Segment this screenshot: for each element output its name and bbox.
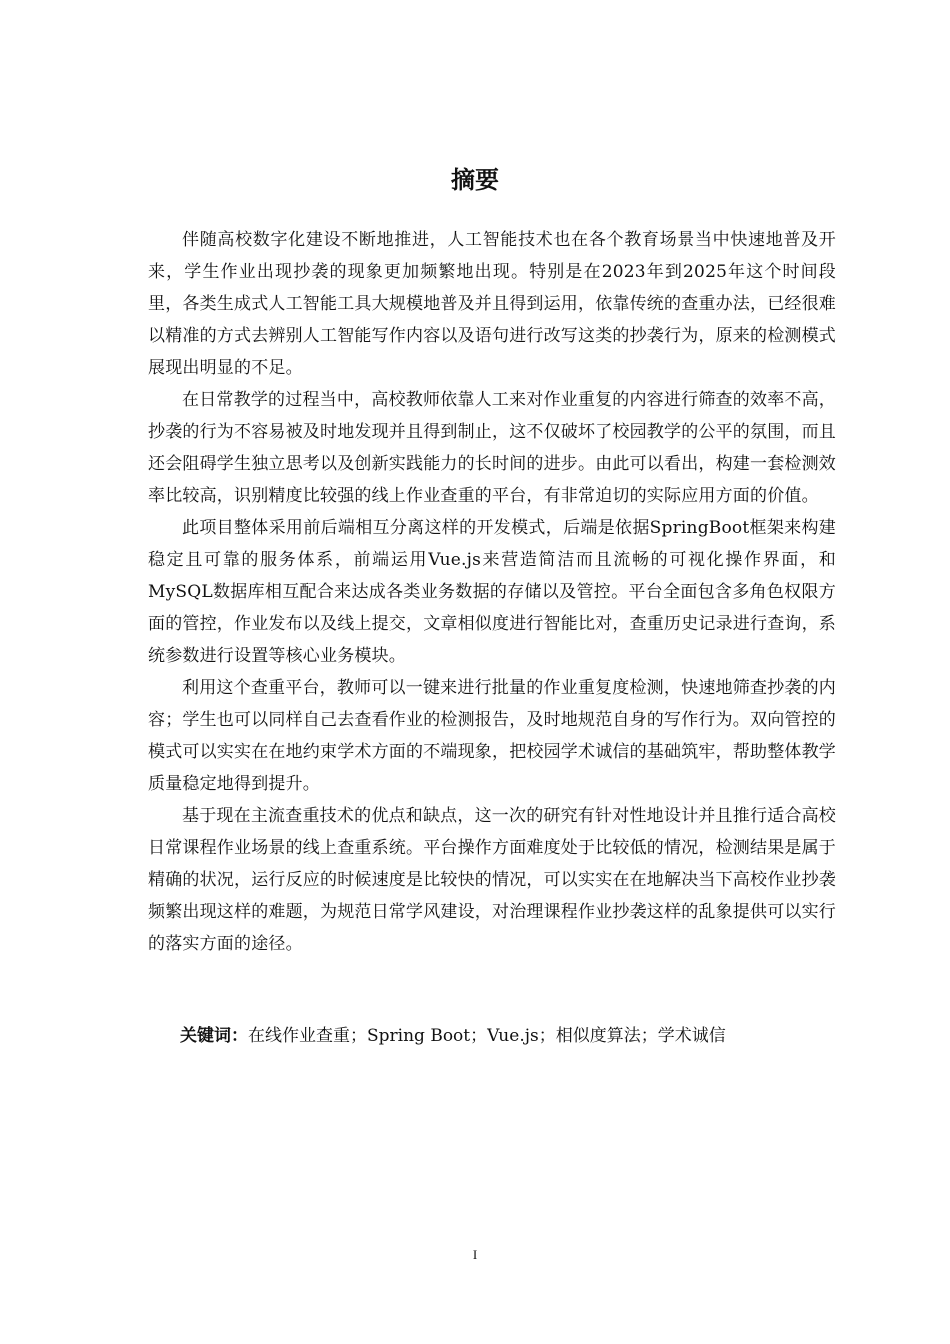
keywords-text: 在线作业查重；Spring Boot；Vue.js；相似度算法；学术诚信	[248, 1026, 726, 1046]
abstract-paragraph-4: 利用这个查重平台，教师可以一键来进行批量的作业重复度检测，快速地筛查抄袭的内容；学生也可以同样自己去查看作业的检测报告，及时地规范自身的写作行为。双向管控的模式可以实实在在地约束学术方面的不端现象，把校园学术诚信的基础筑牢，帮助整体教学质量稳定地得到提升。	[148, 678, 836, 794]
abstract-paragraph-3: 此项目整体采用前后端相互分离这样的开发模式，后端是依据SpringBoot框架来构建稳定且可靠的服务体系，前端运用Vue.js来营造简洁而且流畅的可视化操作界面，和MySQL数据库相互配合来达成各类业务数据的存储以及管控。平台全面包含多角色权限方面的管控，作业发布以及线上提交，文章相似度进行智能比对，查重历史记录进行查询，系统参数进行设置等核心业务模块。	[148, 518, 836, 666]
abstract-paragraph-1: 伴随高校数字化建设不断地推进，人工智能技术也在各个教育场景当中快速地普及开来，学生作业出现抄袭的现象更加频繁地出现。特别是在2023年到2025年这个时间段里，各类生成式人工智能工具大规模地普及并且得到运用，依靠传统的查重办法，已经很难以精准的方式去辨别人工智能写作内容以及语句进行改写这类的抄袭行为，原来的检测模式展现出明显的不足。	[148, 230, 836, 378]
keywords-line	[180, 1020, 840, 1052]
abstract-body	[148, 224, 836, 960]
page-number: I	[472, 1247, 478, 1262]
keywords-label: 关键词：	[180, 1026, 248, 1046]
abstract-title: 摘要	[451, 166, 499, 194]
abstract-paragraph-2: 在日常教学的过程当中，高校教师依靠人工来对作业重复的内容进行筛查的效率不高，抄袭的行为不容易被及时地发现并且得到制止，这不仅破坏了校园教学的公平的氛围，而且还会阻碍学生独立思考以及创新实践能力的长时间的进步。由此可以看出，构建一套检测效率比较高，识别精度比较强的线上作业查重的平台，有非常迫切的实际应用方面的价值。	[148, 390, 836, 506]
abstract-paragraph-5: 基于现在主流查重技术的优点和缺点，这一次的研究有针对性地设计并且推行适合高校日常课程作业场景的线上查重系统。平台操作方面难度处于比较低的情况，检测结果是属于精确的状况，运行反应的时候速度是比较快的情况，可以实实在在地解决当下高校作业抄袭频繁出现这样的难题，为规范日常学风建设，对治理课程作业抄袭这样的乱象提供可以实行的落实方面的途径。	[148, 806, 836, 954]
